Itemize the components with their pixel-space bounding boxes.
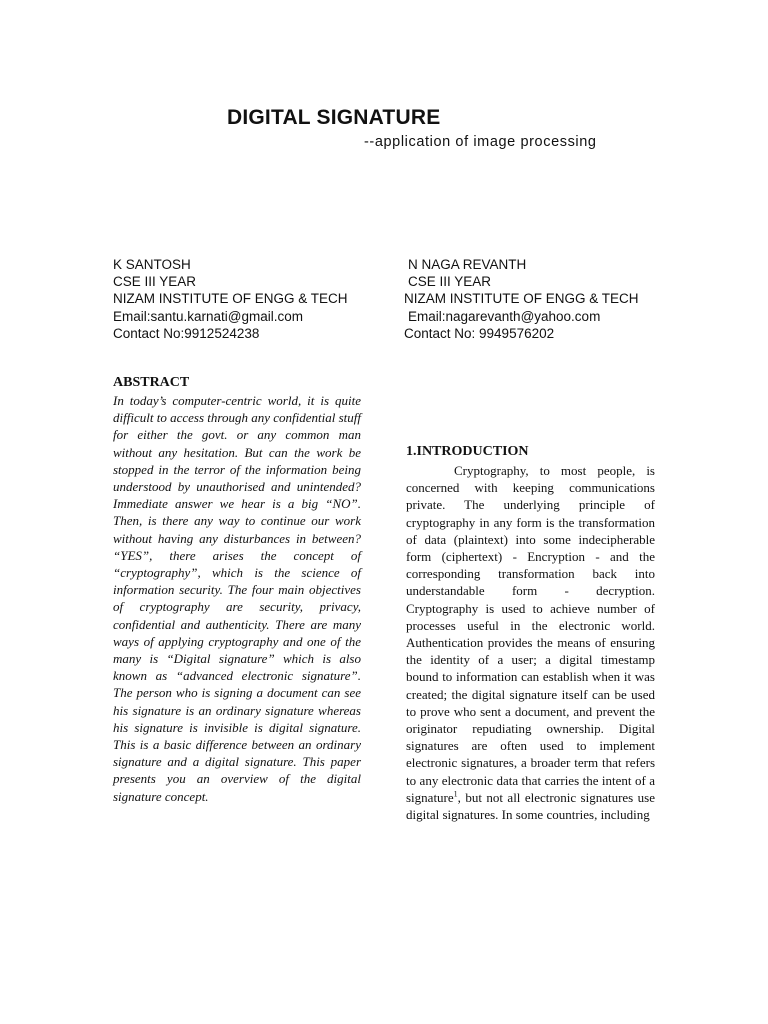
author-year: CSE III YEAR bbox=[408, 274, 492, 290]
introduction-text-part-2: , but not all electronic signatures use digital signatures. In some countries, including bbox=[406, 789, 655, 823]
introduction-text bbox=[406, 462, 655, 878]
author-email: Email:santu.karnati@gmail.com bbox=[113, 308, 304, 324]
abstract-text: In today’s computer-centric world, it is quite difficult to access through any confidential stuff for either the govt. or any common man without any hesitation. But can the work be stopped in the terror of the information being understood by unauthorised and unintended? Immediate answer we hear is a big “NO”. Then, is there any way to continue our work without having any disturbances in between? “YES”, there arises the concept of “cryptography”, which is the science of information security. The four main objectives of cryptography are security, privacy, confidential and authenticity. There are many ways of applying cryptography and one of the many is “Digital signature” which is also known as “advanced electronic signature”. The person who is signing a document can see his signature is an ordinary signature whereas his signature is invisible is digital signature. This is a basic difference between an ordinary signature and a digital signature. This paper presents you an overview of the digital signature concept. bbox=[113, 393, 361, 804]
author-contact: Contact No:9912524238 bbox=[113, 325, 260, 341]
author-institute: NIZAM INSTITUTE OF ENGG & TECH bbox=[404, 291, 639, 307]
paper-subtitle: --application of image processing bbox=[364, 134, 597, 150]
author-institute: NIZAM INSTITUTE OF ENGG & TECH bbox=[113, 291, 348, 307]
author-name: N NAGA REVANTH bbox=[408, 257, 527, 272]
reference-mark: 1 bbox=[453, 789, 458, 799]
paper-title: DIGITAL SIGNATURE bbox=[227, 106, 441, 129]
introduction-heading: 1.INTRODUCTION bbox=[406, 444, 529, 459]
author-block-2 bbox=[404, 256, 639, 342]
author-email: Email:nagarevanth@yahoo.com bbox=[408, 308, 601, 324]
author-contact: Contact No: 9949576202 bbox=[404, 325, 555, 341]
introduction-text-part-1: Cryptography, to most people, is concerned with keeping communications private. The underlying principle of cryptography in any form is the transformation of data (plaintext) into some indecipherable form (ciphertext) - Encryption - and the corresponding transformation back into understandable form - decryption. Cryptography is used to achieve number of processes useful in the electronic world. Authentication provides the means of ensuring the identity of a user; a digital timestamp bound to information can establish when it was created; the digital signature itself can be used to prove who sent a document, and prevent the originator repudiating ownership. Digital signatures are often used to implement electronic signatures, a broader term that refers to any electronic data that carries the intent of a signature bbox=[406, 463, 655, 805]
abstract-heading: ABSTRACT bbox=[113, 375, 190, 390]
author-year: CSE III YEAR bbox=[113, 274, 197, 290]
author-block-1 bbox=[113, 256, 348, 342]
author-name: K SANTOSH bbox=[113, 257, 191, 272]
